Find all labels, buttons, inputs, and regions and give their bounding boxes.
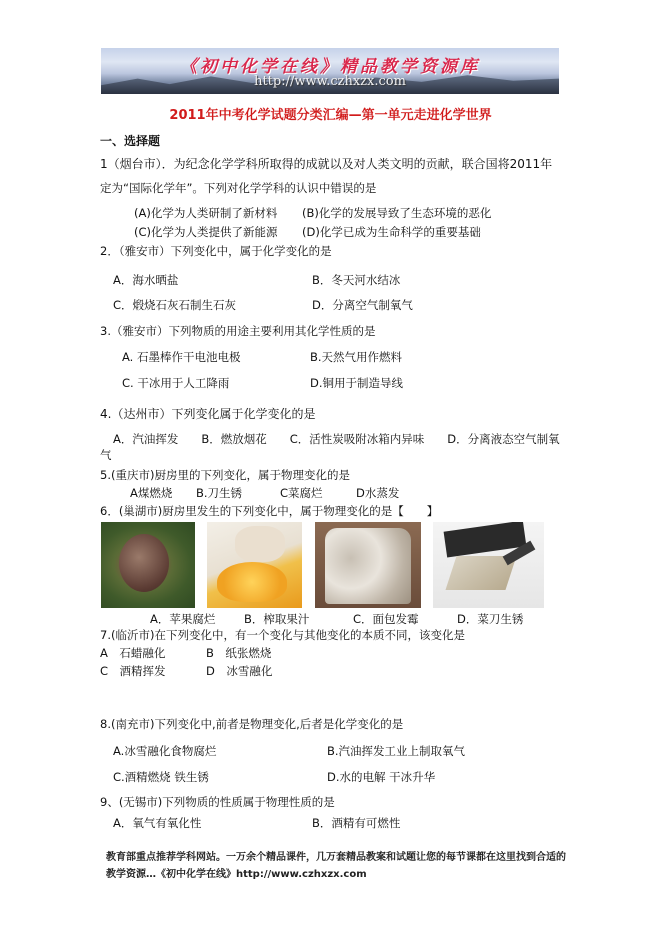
photo-juicer [207, 522, 302, 608]
q5-option-c: C菜腐烂 [280, 486, 323, 500]
q2-option-d: D．分离空气制氧气 [312, 298, 413, 312]
footer-note [106, 849, 566, 883]
banner-url[interactable]: http://www.czhxzx.com [254, 74, 406, 89]
document-title: 2011年中考化学试题分类汇编—第一单元走进化学世界 [169, 108, 492, 123]
photo-rotten-apple [101, 522, 195, 608]
q8-option-c: C.酒精燃烧 铁生锈 [113, 770, 209, 784]
q5-stem: 5.(重庆市)厨房里的下列变化，属于物理变化的是 [100, 468, 350, 482]
q1-stem-line1: 1（烟台市）．为纪念化学学科所取得的成就以及对人类文明的贡献，联合国将2011年 [100, 157, 553, 171]
q9-stem: 9、(无锡市)下列物质的性质属于物理性质的是 [100, 795, 335, 809]
q7-stem: 7.(临沂市)在下列变化中，有一个变化与其他变化的本质不同，该变化是 [100, 628, 465, 642]
q4-options-wrap: 气 [100, 448, 112, 462]
q9-option-a: A．氧气有氧化性 [113, 816, 202, 830]
q6-option-c: C．面包发霉 [353, 612, 419, 626]
q6-option-b: B．榨取果汁 [244, 612, 310, 626]
q5-option-d: D水蒸发 [356, 486, 400, 500]
q6-stem: 6．(巢湖市)厨房里发生的下列变化中，属于物理变化的是【 】 [100, 504, 439, 518]
section-heading: 一、选择题 [100, 134, 161, 148]
q8-stem: 8.(南充市)下列变化中,前者是物理变化,后者是化学变化的是 [100, 717, 404, 731]
q3-option-b: B.天然气用作燃料 [310, 350, 403, 364]
q1-option-d: (D)化学已成为生命科学的重要基础 [302, 225, 481, 239]
q1-option-a: (A)化学为人类研制了新材料 [134, 206, 278, 220]
banner-title: 《初中化学在线》精品教学资源库 [180, 57, 480, 77]
q1-stem-line2: 定为“国际化学年”。下列对化学学科的认识中错误的是 [100, 181, 377, 195]
q2-option-c: C．煅烧石灰石制生石灰 [113, 298, 237, 312]
q3-option-c: C. 干冰用于人工降雨 [122, 376, 230, 390]
q4-stem: 4.（达州市）下列变化属于化学变化的是 [100, 407, 316, 421]
q3-option-d: D.铜用于制造导线 [310, 376, 404, 390]
q1-option-c: (C)化学为人类提供了新能源 [134, 225, 278, 239]
photo-kitchen-knife [433, 522, 544, 608]
q2-stem: 2．（雅安市）下列变化中，属于化学变化的是 [100, 244, 332, 258]
footer-line1: 教育部重点推荐学科网站。一万余个精品课件，几万套精品教案和试题让您的每节课都在这里找到合适的 [106, 852, 566, 863]
q6-option-a: A．苹果腐烂 [150, 612, 216, 626]
q3-option-a: A. 石墨棒作干电池电极 [122, 350, 241, 364]
q4-options: A．汽油挥发 B．燃放烟花 C．活性炭吸附冰箱内异味 D．分离液态空气制氧 [113, 432, 560, 446]
q8-option-b: B.汽油挥发工业上制取氧气 [327, 744, 466, 758]
q8-option-d: D.水的电解 干冰升华 [327, 770, 436, 784]
q2-option-b: B．冬天河水结冰 [312, 273, 401, 287]
q7-option-d: D 冰雪融化 [206, 664, 273, 678]
q7-option-c: C 酒精挥发 [100, 664, 166, 678]
photo-moldy-bread [315, 522, 421, 608]
q9-option-b: B．酒精有可燃性 [312, 816, 401, 830]
q8-option-a: A.冰雪融化食物腐烂 [113, 744, 217, 758]
q7-option-a: A 石蜡融化 [100, 646, 166, 660]
q6-option-d: D．菜刀生锈 [457, 612, 524, 626]
q7-option-b: B 纸张燃烧 [206, 646, 272, 660]
q5-option-b: B.刀生锈 [196, 486, 243, 500]
footer-line2[interactable]: 教学资源…《初中化学在线》http://www.czhxzx.com [106, 869, 367, 880]
header-banner [101, 48, 559, 94]
q2-option-a: A．海水晒盐 [113, 273, 179, 287]
q5-option-a: A煤燃烧 [130, 486, 173, 500]
q1-option-b: (B)化学的发展导致了生态环境的恶化 [302, 206, 492, 220]
q3-stem: 3.（雅安市）下列物质的用途主要利用其化学性质的是 [100, 324, 376, 338]
